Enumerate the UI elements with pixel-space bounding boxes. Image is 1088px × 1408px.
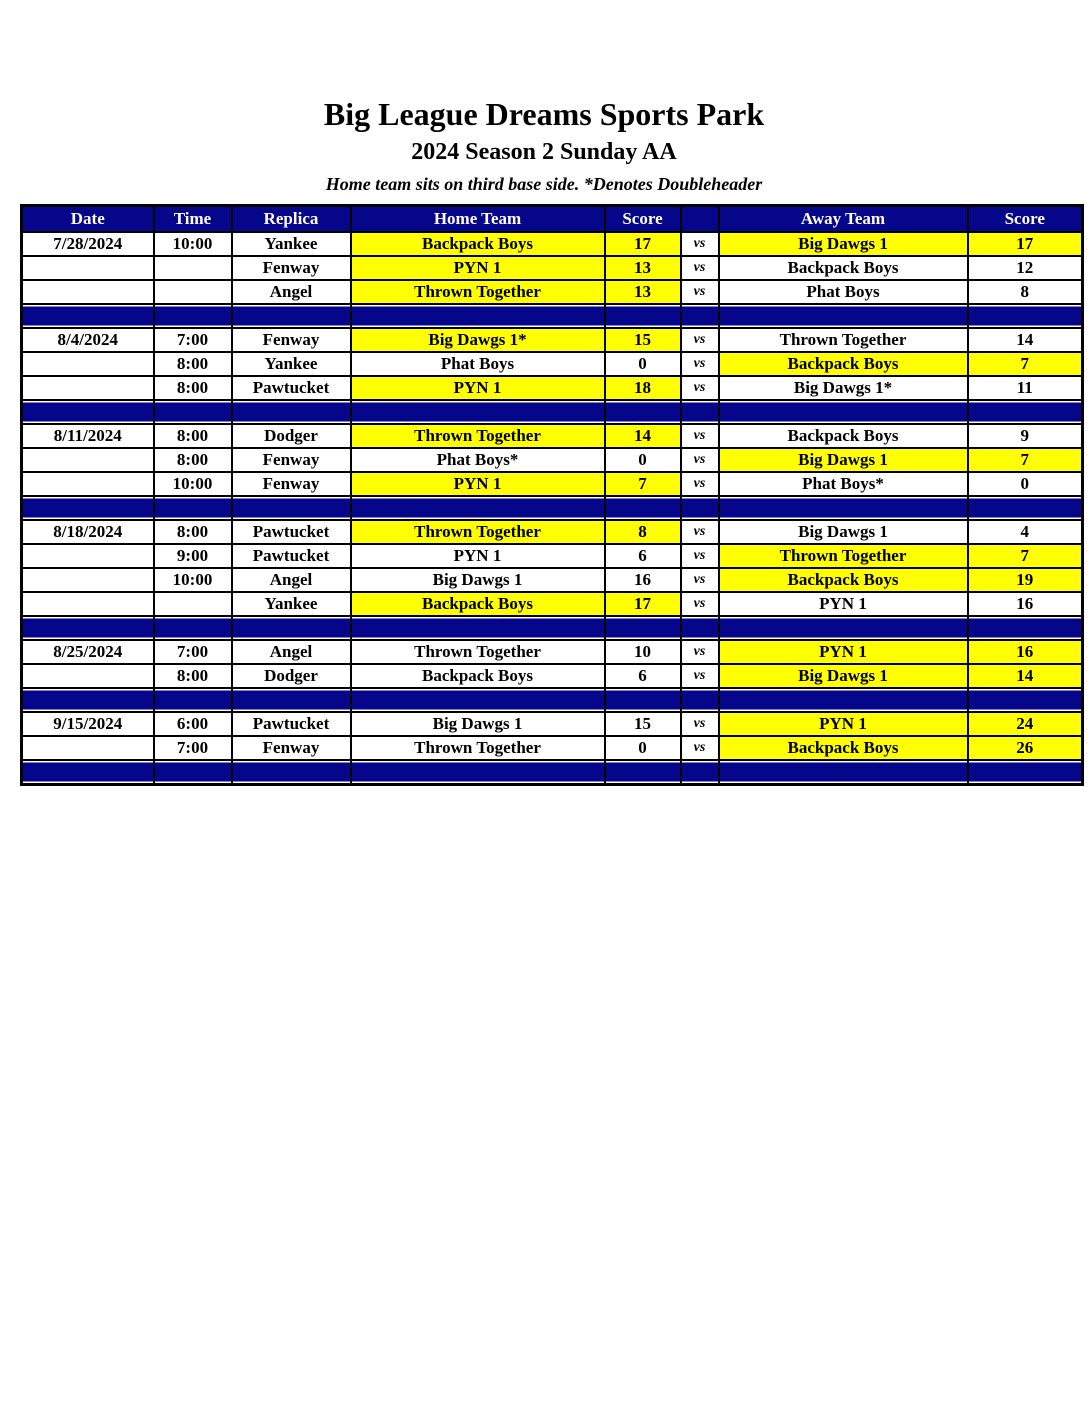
away-score-cell: 14 <box>968 328 1083 352</box>
date-cell <box>22 544 154 568</box>
game-row <box>22 712 1083 736</box>
home-team-cell: Backpack Boys <box>351 232 605 256</box>
date-cell <box>22 736 154 760</box>
time-cell: 8:00 <box>154 376 232 400</box>
replica-cell: Yankee <box>232 232 351 256</box>
separator-cell <box>232 760 351 785</box>
time-cell: 8:00 <box>154 448 232 472</box>
separator-cell <box>605 688 681 712</box>
separator-cell <box>154 760 232 785</box>
legend-note: Home team sits on third base side. *Denotes Doubleheader <box>325 174 763 195</box>
date-cell: 8/25/2024 <box>22 640 154 664</box>
vs-cell: vs <box>681 352 719 376</box>
separator-cell <box>22 400 154 424</box>
date-cell: 8/4/2024 <box>22 328 154 352</box>
home-score-cell: 18 <box>605 376 681 400</box>
time-cell <box>154 280 232 304</box>
game-row <box>22 472 1083 496</box>
home-score-cell: 15 <box>605 712 681 736</box>
separator-cell <box>351 760 605 785</box>
separator-cell <box>22 496 154 520</box>
header-date: Date <box>22 205 154 232</box>
date-cell <box>22 352 154 376</box>
separator-cell <box>681 400 719 424</box>
header-replica: Replica <box>232 205 351 232</box>
page-title: Big League Dreams Sports Park <box>323 96 765 132</box>
away-score-cell: 12 <box>968 256 1083 280</box>
separator-cell <box>605 304 681 328</box>
vs-cell: vs <box>681 472 719 496</box>
vs-cell: vs <box>681 664 719 688</box>
away-team-cell: Backpack Boys <box>719 424 968 448</box>
header-home-team: Home Team <box>351 205 605 232</box>
time-cell: 10:00 <box>154 232 232 256</box>
away-score-cell: 17 <box>968 232 1083 256</box>
vs-cell: vs <box>681 256 719 280</box>
game-row <box>22 640 1083 664</box>
separator-cell <box>232 496 351 520</box>
header-vs <box>681 205 719 232</box>
vs-cell: vs <box>681 640 719 664</box>
time-cell: 8:00 <box>154 424 232 448</box>
date-cell <box>22 664 154 688</box>
away-team-cell: PYN 1 <box>719 640 968 664</box>
separator-cell <box>22 688 154 712</box>
replica-cell: Pawtucket <box>232 712 351 736</box>
time-cell: 9:00 <box>154 544 232 568</box>
away-team-cell: Backpack Boys <box>719 352 968 376</box>
vs-cell: vs <box>681 376 719 400</box>
away-score-cell: 7 <box>968 352 1083 376</box>
game-row <box>22 544 1083 568</box>
header-time: Time <box>154 205 232 232</box>
replica-cell: Fenway <box>232 256 351 280</box>
home-score-cell: 7 <box>605 472 681 496</box>
schedule-table <box>20 204 1084 786</box>
home-team-cell: Thrown Together <box>351 640 605 664</box>
vs-cell: vs <box>681 712 719 736</box>
separator-cell <box>154 304 232 328</box>
replica-cell: Pawtucket <box>232 520 351 544</box>
separator-row <box>22 400 1083 424</box>
date-cell <box>22 376 154 400</box>
separator-cell <box>719 496 968 520</box>
home-score-cell: 13 <box>605 280 681 304</box>
date-cell: 7/28/2024 <box>22 232 154 256</box>
separator-cell <box>154 496 232 520</box>
away-team-cell: Phat Boys* <box>719 472 968 496</box>
home-score-cell: 8 <box>605 520 681 544</box>
time-cell <box>154 256 232 280</box>
home-score-cell: 10 <box>605 640 681 664</box>
separator-cell <box>681 304 719 328</box>
away-score-cell: 11 <box>968 376 1083 400</box>
table-header-row <box>22 205 1083 232</box>
separator-cell <box>681 496 719 520</box>
game-row <box>22 376 1083 400</box>
separator-cell <box>605 496 681 520</box>
time-cell <box>154 592 232 616</box>
separator-cell <box>968 496 1083 520</box>
game-row <box>22 424 1083 448</box>
time-cell: 8:00 <box>154 520 232 544</box>
away-score-cell: 9 <box>968 424 1083 448</box>
game-row <box>22 328 1083 352</box>
home-team-cell: PYN 1 <box>351 376 605 400</box>
replica-cell: Dodger <box>232 424 351 448</box>
vs-cell: vs <box>681 736 719 760</box>
separator-cell <box>351 496 605 520</box>
home-team-cell: Thrown Together <box>351 424 605 448</box>
home-score-cell: 0 <box>605 352 681 376</box>
page-subtitle: 2024 Season 2 Sunday AA <box>411 138 677 165</box>
away-team-cell: Big Dawgs 1* <box>719 376 968 400</box>
replica-cell: Yankee <box>232 352 351 376</box>
away-score-cell: 19 <box>968 568 1083 592</box>
schedule-table-body <box>22 232 1083 785</box>
away-score-cell: 0 <box>968 472 1083 496</box>
home-score-cell: 16 <box>605 568 681 592</box>
separator-cell <box>605 400 681 424</box>
separator-cell <box>605 760 681 785</box>
time-cell: 8:00 <box>154 664 232 688</box>
document-header <box>0 0 1088 195</box>
separator-cell <box>232 616 351 640</box>
time-cell: 8:00 <box>154 352 232 376</box>
date-cell <box>22 280 154 304</box>
home-score-cell: 0 <box>605 448 681 472</box>
home-score-cell: 17 <box>605 232 681 256</box>
away-score-cell: 24 <box>968 712 1083 736</box>
away-score-cell: 14 <box>968 664 1083 688</box>
game-row <box>22 232 1083 256</box>
separator-cell <box>232 304 351 328</box>
time-cell: 10:00 <box>154 568 232 592</box>
separator-cell <box>968 616 1083 640</box>
separator-cell <box>968 688 1083 712</box>
time-cell: 6:00 <box>154 712 232 736</box>
replica-cell: Fenway <box>232 736 351 760</box>
away-score-cell: 16 <box>968 592 1083 616</box>
header-away-score: Score <box>968 205 1083 232</box>
vs-cell: vs <box>681 544 719 568</box>
vs-cell: vs <box>681 232 719 256</box>
home-score-cell: 14 <box>605 424 681 448</box>
separator-row <box>22 760 1083 785</box>
separator-cell <box>232 400 351 424</box>
separator-cell <box>681 760 719 785</box>
replica-cell: Pawtucket <box>232 376 351 400</box>
replica-cell: Pawtucket <box>232 544 351 568</box>
home-score-cell: 13 <box>605 256 681 280</box>
replica-cell: Fenway <box>232 328 351 352</box>
separator-cell <box>719 760 968 785</box>
separator-cell <box>968 760 1083 785</box>
separator-cell <box>719 304 968 328</box>
date-cell <box>22 472 154 496</box>
separator-cell <box>351 688 605 712</box>
home-score-cell: 6 <box>605 544 681 568</box>
time-cell: 7:00 <box>154 640 232 664</box>
home-team-cell: Phat Boys* <box>351 448 605 472</box>
game-row <box>22 592 1083 616</box>
separator-cell <box>719 616 968 640</box>
vs-cell: vs <box>681 328 719 352</box>
separator-cell <box>154 400 232 424</box>
away-score-cell: 7 <box>968 448 1083 472</box>
time-cell: 7:00 <box>154 736 232 760</box>
separator-cell <box>719 688 968 712</box>
home-team-cell: Thrown Together <box>351 280 605 304</box>
replica-cell: Angel <box>232 280 351 304</box>
replica-cell: Fenway <box>232 472 351 496</box>
home-team-cell: Phat Boys <box>351 352 605 376</box>
separator-cell <box>968 400 1083 424</box>
separator-cell <box>605 616 681 640</box>
home-score-cell: 6 <box>605 664 681 688</box>
vs-cell: vs <box>681 520 719 544</box>
replica-cell: Angel <box>232 568 351 592</box>
vs-cell: vs <box>681 448 719 472</box>
date-cell <box>22 568 154 592</box>
away-team-cell: Big Dawgs 1 <box>719 232 968 256</box>
time-cell: 7:00 <box>154 328 232 352</box>
home-team-cell: Backpack Boys <box>351 664 605 688</box>
separator-cell <box>351 400 605 424</box>
header-away-team: Away Team <box>719 205 968 232</box>
home-score-cell: 17 <box>605 592 681 616</box>
away-score-cell: 26 <box>968 736 1083 760</box>
date-cell <box>22 256 154 280</box>
date-cell: 8/18/2024 <box>22 520 154 544</box>
separator-cell <box>22 760 154 785</box>
away-team-cell: Thrown Together <box>719 544 968 568</box>
away-score-cell: 16 <box>968 640 1083 664</box>
replica-cell: Yankee <box>232 592 351 616</box>
separator-row <box>22 688 1083 712</box>
separator-row <box>22 616 1083 640</box>
home-team-cell: PYN 1 <box>351 256 605 280</box>
home-team-cell: Backpack Boys <box>351 592 605 616</box>
away-score-cell: 7 <box>968 544 1083 568</box>
separator-cell <box>154 688 232 712</box>
home-team-cell: PYN 1 <box>351 472 605 496</box>
home-team-cell: Thrown Together <box>351 520 605 544</box>
separator-row <box>22 304 1083 328</box>
away-team-cell: Backpack Boys <box>719 256 968 280</box>
replica-cell: Dodger <box>232 664 351 688</box>
away-team-cell: Big Dawgs 1 <box>719 448 968 472</box>
replica-cell: Fenway <box>232 448 351 472</box>
away-team-cell: PYN 1 <box>719 592 968 616</box>
game-row <box>22 664 1083 688</box>
home-score-cell: 15 <box>605 328 681 352</box>
game-row <box>22 520 1083 544</box>
header-home-score: Score <box>605 205 681 232</box>
separator-cell <box>681 688 719 712</box>
separator-cell <box>351 616 605 640</box>
separator-cell <box>351 304 605 328</box>
game-row <box>22 256 1083 280</box>
home-team-cell: Thrown Together <box>351 736 605 760</box>
away-team-cell: PYN 1 <box>719 712 968 736</box>
away-score-cell: 4 <box>968 520 1083 544</box>
game-row <box>22 448 1083 472</box>
home-team-cell: Big Dawgs 1 <box>351 712 605 736</box>
vs-cell: vs <box>681 568 719 592</box>
away-team-cell: Backpack Boys <box>719 736 968 760</box>
home-team-cell: Big Dawgs 1 <box>351 568 605 592</box>
time-cell: 10:00 <box>154 472 232 496</box>
date-cell: 9/15/2024 <box>22 712 154 736</box>
date-cell: 8/11/2024 <box>22 424 154 448</box>
vs-cell: vs <box>681 280 719 304</box>
game-row <box>22 568 1083 592</box>
away-team-cell: Big Dawgs 1 <box>719 520 968 544</box>
separator-cell <box>22 304 154 328</box>
date-cell <box>22 448 154 472</box>
date-cell <box>22 592 154 616</box>
replica-cell: Angel <box>232 640 351 664</box>
away-team-cell: Phat Boys <box>719 280 968 304</box>
separator-cell <box>22 616 154 640</box>
game-row <box>22 352 1083 376</box>
home-score-cell: 0 <box>605 736 681 760</box>
separator-cell <box>232 688 351 712</box>
game-row <box>22 280 1083 304</box>
separator-cell <box>154 616 232 640</box>
home-team-cell: Big Dawgs 1* <box>351 328 605 352</box>
away-team-cell: Thrown Together <box>719 328 968 352</box>
separator-row <box>22 496 1083 520</box>
separator-cell <box>681 616 719 640</box>
home-team-cell: PYN 1 <box>351 544 605 568</box>
vs-cell: vs <box>681 592 719 616</box>
separator-cell <box>968 304 1083 328</box>
separator-cell <box>719 400 968 424</box>
away-team-cell: Backpack Boys <box>719 568 968 592</box>
away-score-cell: 8 <box>968 280 1083 304</box>
away-team-cell: Big Dawgs 1 <box>719 664 968 688</box>
game-row <box>22 736 1083 760</box>
vs-cell: vs <box>681 424 719 448</box>
